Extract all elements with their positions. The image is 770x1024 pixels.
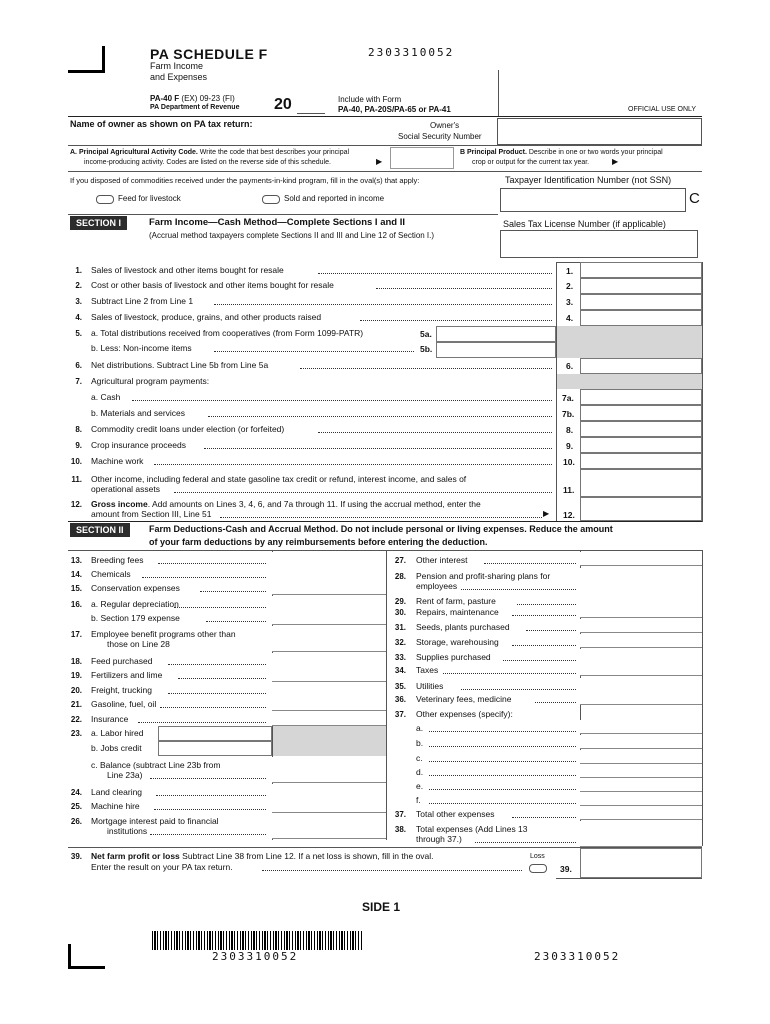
sec2-right-number: 27. [394, 556, 406, 565]
sec2-left-number: 19. [70, 671, 82, 680]
tax-year-prefix: 20 [274, 96, 292, 113]
sec2-left-label: Chemicals [91, 569, 131, 579]
line7-label: Agricultural program payments: [91, 376, 210, 386]
line39-label-bold: Net farm profit or loss [91, 851, 180, 861]
sec2-left-amount[interactable] [272, 711, 386, 726]
line4-amount[interactable] [580, 310, 702, 326]
line2-label: Cost or other basis of livestock and other items bought for resale [91, 280, 334, 290]
sec2-left-amount[interactable] [272, 784, 386, 799]
line2-number: 2. [75, 281, 82, 290]
sec2-left-label-2: Line 23a) [107, 770, 143, 780]
sec2-right-leader [429, 746, 576, 747]
form-code [150, 94, 235, 103]
line39-box: 39. [560, 864, 572, 874]
section2-title [149, 524, 613, 534]
sec2-right-number: 30. [394, 608, 406, 617]
sec2-right-number: 34. [394, 666, 406, 675]
line39-label-rest: Subtract Line 38 from Line 12. If a net loss is shown, fill in the oval. [179, 851, 434, 861]
sec2-right-amount[interactable] [580, 604, 702, 618]
sec2-right-leader [512, 645, 576, 646]
sec2-left-number: 24. [70, 788, 82, 797]
sec2-right-number: 28. [394, 572, 406, 581]
sec2-right-leader [503, 660, 576, 661]
line4-number: 4. [75, 313, 82, 322]
line8-leader [318, 432, 552, 433]
section1-amount-right [702, 262, 703, 522]
line3-label: Subtract Line 2 from Line 1 [91, 296, 194, 306]
section2-title-rest: Do not include personal or living expenses. Reduce the amount [338, 524, 613, 534]
sec2-left-leader [160, 707, 266, 708]
sec2-right-number: 35. [394, 682, 406, 691]
sec2-left-leader [142, 577, 266, 578]
sec2-right-leader [429, 789, 576, 790]
sec2-left-leader [168, 693, 266, 694]
sec2-right-label: Total expenses (Add Lines 13 [416, 824, 528, 834]
sec2-right-label-2: employees [416, 581, 458, 591]
sec2-right-label: e. [416, 781, 424, 791]
line4-leader [360, 320, 552, 321]
sec2-right-label: f. [416, 795, 421, 805]
footer-document-id: 2303310052 [534, 950, 621, 963]
sec2-right-amount[interactable] [580, 720, 702, 734]
sec2-right-leader [512, 817, 576, 818]
line39-number: 39. [70, 852, 82, 861]
line1-leader [318, 273, 552, 274]
sec2-right-label: Pension and profit-sharing plans for [416, 571, 551, 581]
sec2-left-label-2: institutions [107, 826, 148, 836]
sec2-right-number: 37. [394, 810, 406, 819]
line6-box: 6. [566, 361, 574, 371]
line7-number: 7. [75, 377, 82, 386]
sec2-right-label: Total other expenses [416, 809, 495, 819]
section2-title-line2: of your farm deductions by any reimbursements before entering the deduction. [149, 537, 488, 547]
section2-top-rule [68, 521, 702, 522]
sec2-right-amount[interactable] [580, 764, 702, 778]
sec2-right-number: 32. [394, 638, 406, 647]
activity-code-line2: income-producing activity. Codes are listed on the reverse side of this schedule. [84, 159, 331, 166]
line1-box: 1. [566, 266, 574, 276]
right-amount-divider-b [702, 550, 703, 846]
sec2-left-amount[interactable] [272, 552, 386, 567]
line11-label-2: operational assets [91, 484, 160, 494]
section1-amount-divider [556, 262, 557, 522]
sec2-left-number: 17. [70, 630, 82, 639]
line8-label: Commodity credit loans under election (or forfeited) [91, 424, 285, 434]
include-with-label: Include with Form [338, 95, 402, 104]
tax-year-underline [297, 113, 325, 114]
line23-shade [273, 726, 386, 756]
line12-box: 12. [563, 510, 575, 520]
sec2-right-amount[interactable] [580, 792, 702, 806]
line23b-amount[interactable] [158, 741, 272, 756]
form-code-bold: PA-40 F [150, 94, 180, 103]
sec2-right-leader [535, 702, 576, 703]
sec2-left-label: Employee benefit programs other than [91, 629, 236, 639]
sales-tax-field[interactable] [500, 230, 698, 258]
sec2-right-amount[interactable] [580, 649, 702, 663]
sec2-right-amount[interactable] [580, 634, 702, 648]
line11-amount[interactable] [580, 469, 702, 497]
line10-box: 10. [563, 457, 575, 467]
sec2-left-number: 23. [70, 729, 82, 738]
sec2-left-leader [150, 778, 266, 779]
ssn-field[interactable] [497, 118, 702, 145]
line5a-box: 5a. [420, 329, 432, 339]
sec2-right-amount[interactable] [580, 806, 702, 820]
row-rule-2 [68, 171, 702, 172]
sec2-left-amount[interactable] [272, 757, 386, 783]
tin-field[interactable] [500, 188, 686, 212]
principal-product-label-rest: Describe in one or two words your principal [526, 149, 663, 156]
line39-bottom-rule [556, 878, 702, 879]
sec2-left-label: Breeding fees [91, 555, 144, 565]
line39-leader [262, 870, 522, 871]
sec2-left-number: 22. [70, 715, 82, 724]
sec2-right-leader [429, 761, 576, 762]
sec2-right-leader [475, 842, 576, 843]
registration-mark-top-left [68, 46, 105, 73]
sec2-left-label: Land clearing [91, 787, 143, 797]
activity-code-label [70, 149, 349, 156]
line5-shade [557, 326, 702, 358]
sec2-left-number: 13. [70, 556, 82, 565]
sec2-left-leader [178, 678, 266, 679]
line7a-box: 7a. [562, 393, 574, 403]
line5b-box: 5b. [420, 344, 433, 354]
sec2-right-number: 38. [394, 825, 406, 834]
sec2-right-label: b. [416, 738, 424, 748]
line23a-amount[interactable] [158, 726, 272, 741]
sec2-left-number: 25. [70, 802, 82, 811]
sec2-right-number: 33. [394, 653, 406, 662]
form-title: PA SCHEDULE F [150, 46, 268, 62]
section1-top-rule [68, 214, 498, 215]
sec2-right-amount[interactable] [580, 735, 702, 749]
line9-leader [204, 448, 552, 449]
line6-number: 6. [75, 361, 82, 370]
sec2-right-label-2: through 37.) [416, 834, 462, 844]
sec2-left-amount[interactable] [272, 626, 386, 652]
sec2-left-label: Conservation expenses [91, 583, 180, 593]
section2-title-bold: Farm Deductions-Cash and Accrual Method. [149, 524, 339, 534]
activity-code-field[interactable] [390, 147, 454, 169]
sec2-right-label: Veterinary fees, medicine [416, 694, 512, 704]
line7a-leader [132, 400, 552, 401]
sec2-right-leader [429, 775, 576, 776]
owner-name-field[interactable] [68, 130, 396, 144]
feed-for-livestock-oval[interactable] [96, 195, 114, 204]
line12-label [91, 499, 481, 509]
sec2-left-label: c. Balance (subtract Line 23b from [91, 760, 221, 770]
official-use-label: OFFICIAL USE ONLY [628, 106, 697, 113]
line6-leader [300, 368, 552, 369]
ssn-label-2: Social Security Number [398, 132, 482, 141]
sec2-left-amount[interactable] [272, 580, 386, 595]
line12-number: 12. [70, 500, 82, 509]
ssn-label-1: Owner's [430, 121, 460, 130]
section2-tag: SECTION II [70, 523, 130, 537]
line3-leader [214, 304, 552, 305]
sec2-right-amount[interactable] [580, 821, 702, 847]
sec2-right-leader [429, 803, 576, 804]
sec2-left-number: 14. [70, 570, 82, 579]
line39-label-2: Enter the result on your PA tax return. [91, 862, 233, 872]
line10-number: 10. [70, 457, 82, 466]
line7-shade [557, 374, 702, 389]
form-subtitle-2: and Expenses [150, 72, 208, 82]
sec2-left-amount[interactable] [272, 610, 386, 625]
sec2-right-amount[interactable] [580, 619, 702, 633]
line11-label: Other income, including federal and state gasoline tax credit or refund, interest income, and sales of [91, 474, 467, 484]
sec2-left-label: a. Regular depreciation [91, 599, 179, 609]
sec2-right-label: a. [416, 723, 424, 733]
sec2-right-leader [484, 563, 576, 564]
line5a-amount[interactable] [436, 326, 556, 342]
sec2-left-amount[interactable] [272, 596, 386, 611]
sec2-right-amount[interactable] [580, 691, 702, 705]
sec2-left-amount[interactable] [272, 682, 386, 697]
sec2-left-label: Machine hire [91, 801, 140, 811]
payments-in-kind-label: If you disposed of commodities received under the payments-in-kind program, fill in the oval(s) that apply: [70, 176, 420, 185]
tin-suffix: C [689, 190, 700, 207]
loss-label: Loss [530, 853, 545, 860]
line1-label: Sales of livestock and other items bought for resale [91, 265, 284, 275]
loss-oval[interactable] [529, 864, 547, 873]
sec2-left-amount[interactable] [272, 653, 386, 668]
sec2-left-label: a. Labor hired [91, 728, 144, 738]
line9-number: 9. [75, 441, 82, 450]
line2-box: 2. [566, 281, 574, 291]
sec2-left-label: Feed purchased [91, 656, 153, 666]
sec2-right-amount[interactable] [580, 678, 702, 692]
line10-leader [154, 464, 552, 465]
line12-label-2: amount from Section III, Line 51 [91, 509, 212, 519]
sec2-left-number: 26. [70, 817, 82, 826]
sec2-right-amount[interactable] [580, 662, 702, 676]
sec2-right-label: Supplies purchased [416, 652, 491, 662]
include-forms: PA-40, PA-20S/PA-65 or PA-41 [338, 105, 451, 114]
sec2-left-leader [200, 591, 266, 592]
form-code-rest: (EX) 09-23 (FI) [179, 94, 235, 103]
line4-box: 4. [566, 313, 574, 323]
activity-code-label-bold: A. Principal Agricultural Activity Code. [70, 149, 198, 156]
line5a-label: a. Total distributions received from cooperatives (from Form 1099-PATR) [91, 328, 364, 338]
line7b-box: 7b. [562, 409, 575, 419]
line3-amount[interactable] [580, 294, 702, 310]
line2-leader [376, 288, 552, 289]
sec2-left-number: 15. [70, 584, 82, 593]
line3-number: 3. [75, 297, 82, 306]
sec2-right-amount[interactable] [580, 778, 702, 792]
left-amount-divider-b [386, 550, 387, 840]
sec2-left-number: 20. [70, 686, 82, 695]
sec2-left-leader [158, 563, 266, 564]
sec2-right-label: Rent of farm, pasture [416, 596, 496, 606]
sec2-right-amount[interactable] [580, 568, 702, 594]
sec2-left-number: 16. [70, 600, 82, 609]
side-label: SIDE 1 [362, 900, 401, 914]
sec2-left-amount[interactable] [272, 798, 386, 813]
sec2-right-label: Repairs, maintenance [416, 607, 499, 617]
line7b-leader [208, 416, 552, 417]
line12-arrow-icon: ▶ [543, 509, 550, 518]
sec2-right-label: Seeds, plants purchased [416, 622, 510, 632]
activity-code-arrow-icon: ▶ [376, 157, 383, 166]
sec2-right-number: 37. [394, 710, 406, 719]
line12-label-rest: . Add amounts on Lines 3, 4, 6, and 7a through 11. If using the accrual method, enter the [147, 499, 481, 509]
department-name: PA Department of Revenue [150, 104, 240, 111]
line9-amount[interactable] [580, 437, 702, 453]
activity-code-label-rest: Write the code that best describes your principal [197, 149, 350, 156]
sec2-left-label: b. Section 179 expense [91, 613, 180, 623]
sec2-left-leader [206, 621, 266, 622]
sec2-right-label: d. [416, 767, 424, 777]
sales-tax-label: Sales Tax License Number (if applicable) [503, 219, 666, 229]
sec2-right-label: Other interest [416, 555, 468, 565]
line6-label: Net distributions. Subtract Line 5b from Line 5a [91, 360, 269, 370]
section1-tag: SECTION I [70, 216, 127, 230]
sec2-left-leader [168, 664, 266, 665]
sec2-right-number: 31. [394, 623, 406, 632]
sec2-left-number: 18. [70, 657, 82, 666]
sec2-left-leader [174, 607, 266, 608]
line8-number: 8. [75, 425, 82, 434]
sec2-right-leader [461, 589, 576, 590]
line12-amount[interactable] [580, 497, 702, 521]
sec2-right-label: Taxes [416, 665, 439, 675]
line7b-label: b. Materials and services [91, 408, 186, 418]
line7a-amount[interactable] [580, 389, 702, 405]
sec2-right-leader [443, 673, 576, 674]
sec2-right-label: c. [416, 753, 423, 763]
line3-box: 3. [566, 297, 574, 307]
sec2-left-label: Fertilizers and lime [91, 670, 163, 680]
sec2-right-label: Storage, warehousing [416, 637, 499, 647]
registration-mark-bottom-left [68, 944, 105, 969]
sec2-left-leader [138, 722, 266, 723]
line7a-label: a. Cash [91, 392, 121, 402]
line10-label: Machine work [91, 456, 144, 466]
principal-product-line2: crop or output for the current tax year. [472, 159, 590, 166]
owner-name-label: Name of owner as shown on PA tax return: [70, 119, 253, 129]
line7b-amount[interactable] [580, 405, 702, 421]
line5b-label: b. Less: Non-income items [91, 343, 192, 353]
barcode-image [152, 931, 362, 950]
line5b-leader [214, 351, 414, 352]
line5b-amount[interactable] [436, 342, 556, 358]
header-rule [68, 116, 702, 117]
official-use-divider [498, 70, 499, 116]
barcode-number: 2303310052 [212, 950, 299, 963]
sold-reported-label: Sold and reported in income [284, 194, 385, 203]
sec2-left-amount[interactable] [272, 696, 386, 711]
line4-label: Sales of livestock, produce, grains, and other products raised [91, 312, 322, 322]
section1-title: Farm Income—Cash Method—Complete Sections I and II [149, 217, 406, 228]
sec2-right-number: 29. [394, 597, 406, 606]
sold-reported-oval[interactable] [262, 195, 280, 204]
sec2-right-amount[interactable] [580, 552, 702, 566]
line1-number: 1. [75, 266, 82, 275]
principal-product-label-bold: B Principal Product. [460, 149, 527, 156]
sec2-right-number: 36. [394, 695, 406, 704]
sec2-right-label: Utilities [416, 681, 444, 691]
feed-for-livestock-label: Feed for livestock [118, 194, 181, 203]
section1-subtitle: (Accrual method taxpayers complete Sections II and III and Line 12 of Section I.) [149, 231, 435, 240]
sec2-right-leader [429, 731, 576, 732]
line1-amount[interactable] [580, 262, 702, 278]
line5-number: 5. [75, 329, 82, 338]
line2-amount[interactable] [580, 278, 702, 294]
sec2-left-leader [156, 795, 266, 796]
sec2-left-label: Insurance [91, 714, 129, 724]
line8-amount[interactable] [580, 421, 702, 437]
sec2-left-leader [150, 834, 266, 835]
sec2-left-label: Gasoline, fuel, oil [91, 699, 157, 709]
sec2-left-label: Mortgage interest paid to financial [91, 816, 219, 826]
tin-label: Taxpayer Identification Number (not SSN) [505, 175, 672, 185]
sec2-left-leader [154, 809, 266, 810]
sec2-left-number: 21. [70, 700, 82, 709]
sec2-right-leader [526, 630, 576, 631]
sec2-right-leader [512, 615, 576, 616]
form-subtitle-1: Farm Income [150, 61, 204, 71]
line12-leader [220, 517, 542, 518]
sec2-left-amount[interactable] [272, 566, 386, 581]
line6-amount[interactable] [580, 358, 702, 374]
sec2-left-amount[interactable] [272, 813, 386, 839]
line39-label [91, 851, 434, 861]
principal-product-label [460, 149, 663, 156]
sec2-left-amount[interactable] [272, 667, 386, 682]
line12-label-bold: Gross income [91, 499, 148, 509]
sec2-left-label: b. Jobs credit [91, 743, 142, 753]
document-id: 2303310052 [368, 46, 455, 59]
sec2-left-label-2: those on Line 28 [107, 639, 170, 649]
line10-amount[interactable] [580, 453, 702, 469]
principal-product-arrow-icon: ▶ [612, 157, 619, 166]
section2-header-rule [68, 550, 702, 551]
line11-number: 11. [71, 475, 82, 484]
sec2-left-label: Freight, trucking [91, 685, 152, 695]
line8-box: 8. [566, 425, 574, 435]
line9-label: Crop insurance proceeds [91, 440, 186, 450]
line11-box: 11. [563, 485, 575, 495]
line11-leader [174, 492, 552, 493]
sec2-right-leader [461, 689, 576, 690]
sec2-right-leader [517, 604, 576, 605]
sec2-right-label: Other expenses (specify): [416, 709, 513, 719]
sec2-right-amount[interactable] [580, 750, 702, 764]
row-rule-1 [68, 145, 702, 146]
line9-box: 9. [566, 441, 574, 451]
line39-amount[interactable] [580, 848, 702, 878]
